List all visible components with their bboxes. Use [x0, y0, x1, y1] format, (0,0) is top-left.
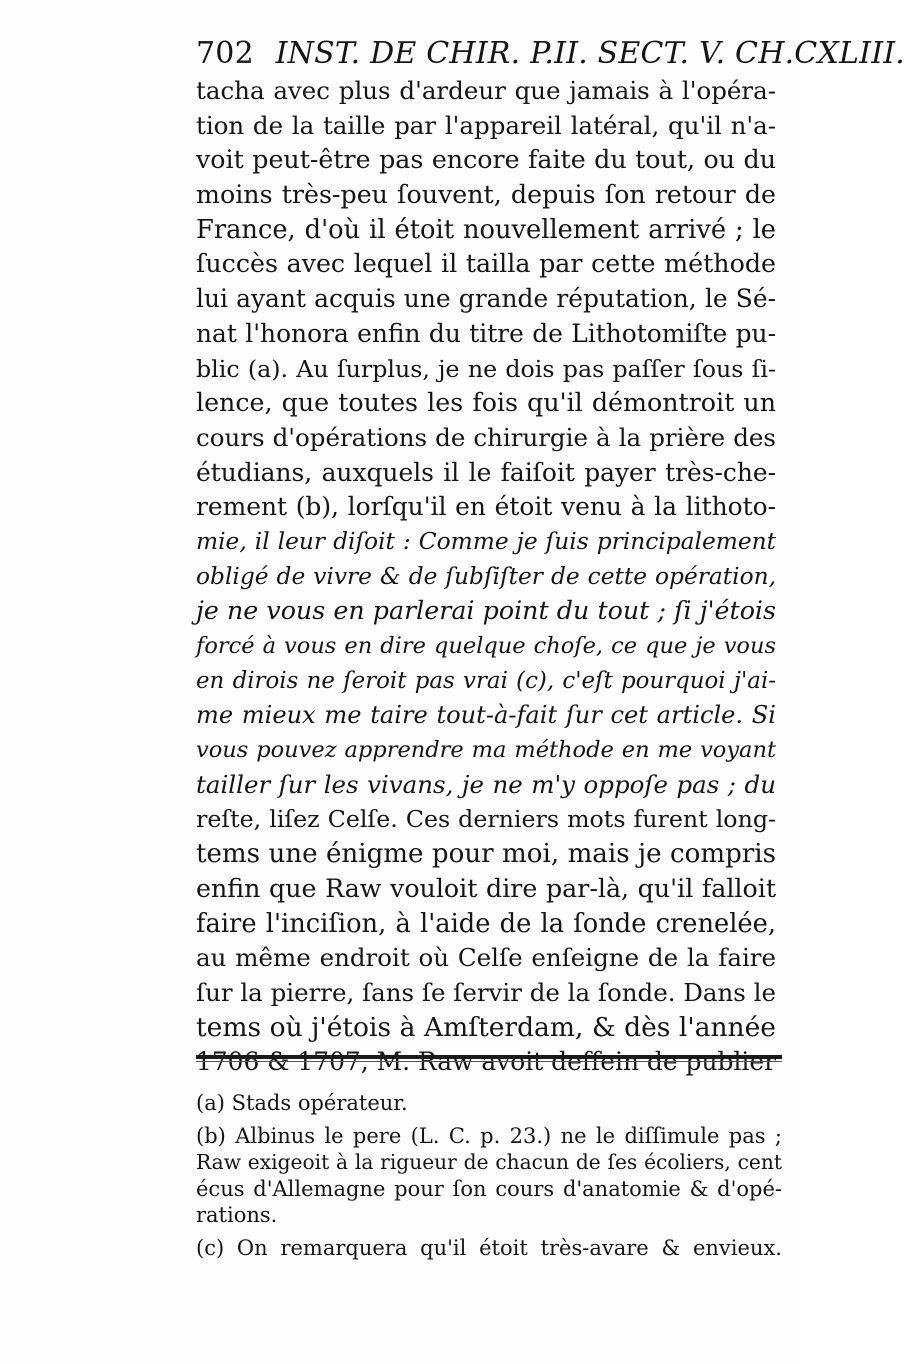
text-line: rement (b), lorſqu'il en étoit venu à la lithoto- — [196, 492, 776, 522]
text-line: nat l'honora enfin du titre de Lithotomiſte pu- — [196, 318, 776, 348]
text-line: tems où j'étois à Amſterdam, & dès l'année — [196, 1011, 776, 1043]
footnote-b-line: Raw exigeoit à la rigueur de chacun de ſes écoliers, cent — [196, 1150, 782, 1174]
text-line: blic (a). Au ſurplus, je ne dois pas paſſer ſous ſi- — [196, 354, 776, 383]
text-line: cours d'opérations de chirurgie à la prière des — [196, 422, 776, 452]
footnote-rule-thin — [196, 1061, 782, 1062]
text-line: vous pouvez apprendre ma méthode en me voyant — [196, 737, 776, 764]
footnote-b-line: (b) Albinus le pere (L. C. p. 23.) ne le diſſimule pas ; — [196, 1123, 782, 1148]
running-title: INST. DE CHIR. P.II. SECT. V. CH.CXLIII. — [275, 36, 905, 71]
text-line: faire l'inciſion, à l'aide de la ſonde crenelée, — [196, 908, 776, 939]
text-line: étudians, auxquels il le faiſoit payer très-che- — [196, 457, 776, 487]
text-line: me mieux me taire tout-à-fait ſur cet article. Si — [196, 701, 776, 730]
text-line: moins très-peu ſouvent, depuis ſon retour de — [196, 180, 776, 210]
footnote-a: (a) Stads opérateur. — [196, 1091, 408, 1115]
text-line: en dirois ne ſeroit pas vrai (c), c'eſt pourquoi j'ai- — [196, 667, 776, 694]
text-line: enfin que Raw vouloit dire par-là, qu'il falloit — [196, 873, 776, 903]
text-line: tems une énigme pour moi, mais je compris — [196, 839, 776, 870]
text-line: lui ayant acquis une grande réputation, le Sé- — [196, 284, 776, 314]
text-line: ſur la pierre, ſans ſe ſervir de la ſonde. Dans le — [196, 977, 776, 1007]
footnote-c: (c) On remarquera qu'il étoit très-avare & envieux. — [196, 1235, 782, 1260]
footnote-b-line: rations. — [196, 1203, 278, 1227]
text-line: tion de la taille par l'appareil latéral, qu'il n'a- — [196, 110, 776, 140]
text-line: voit peut-être pas encore faite du tout, ou du — [196, 145, 776, 175]
text-line: obligé de vivre & de ſubſiſter de cette opération, — [196, 562, 776, 590]
text-line: mie, il leur diſoit : Comme je ſuis principalement — [196, 527, 776, 555]
text-line: forcé à vous en dire quelque choſe, ce que je vous — [196, 633, 776, 659]
text-line: je ne vous en parlerai point du tout ; ſi j'étois — [196, 596, 776, 626]
text-line: 1706 & 1707, M. Raw avoit deſſein de publier — [196, 1047, 776, 1077]
text-line: reſte, liſez Celſe. Ces derniers mots furent long- — [196, 805, 776, 834]
text-line: ſuccès avec lequel il tailla par cette méthode — [196, 249, 776, 279]
page-number: 702 — [196, 36, 254, 71]
footnotes — [196, 1090, 782, 1261]
text-line: tacha avec plus d'ardeur que jamais à l'opéra- — [196, 76, 776, 105]
footnote-b-line: écus d'Allemagne pour ſon cours d'anatomie & d'opé- — [196, 1176, 782, 1201]
text-line: France, d'où il étoit nouvellement arrivé ; le — [196, 214, 776, 245]
text-line: au même endroit où Celſe enſeigne de la faire — [196, 943, 776, 973]
text-line: tailler ſur les vivans, je ne m'y oppoſe pas ; du — [196, 769, 776, 799]
main-text — [196, 74, 776, 1080]
footnote-rule — [196, 1055, 782, 1059]
text-line: lence, que toutes les fois qu'il démontroit un — [196, 388, 776, 418]
